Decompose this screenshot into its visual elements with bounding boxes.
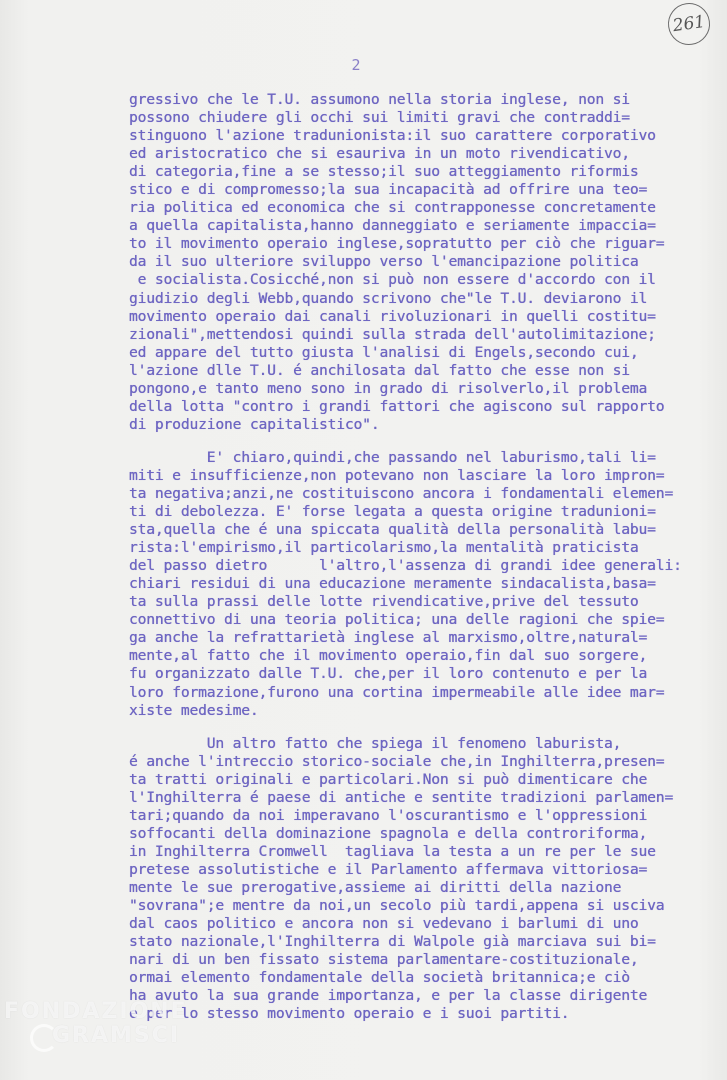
text-line: ormai elemento fondamentale della società britannica;e ciò (129, 969, 630, 987)
text-line: "sovrana";e mentre da noi,un secolo più tardi,appena si usciva (129, 897, 665, 915)
text-line: in Inghilterra Cromwell tagliava la testa a un re per le sue (129, 842, 656, 860)
archive-page-stamp: 261 (665, 0, 712, 47)
text-line: e socialista.Cosicché,non si può non essere d'accordo con il (129, 271, 656, 289)
text-line: loro formazione,furono una cortina impermeabile alle idee mar= (129, 683, 665, 701)
text-line: di categoria,fine a se stesso;il suo atteggiamento riformis (129, 163, 639, 181)
archive-watermark (4, 1000, 188, 1048)
paragraph-gap (129, 434, 719, 449)
text-line: ria politica ed economica che si contrapponesse concretamente (129, 199, 656, 217)
text-line: miti e insufficienze,non potevano non lasciare la loro impron= (129, 466, 665, 484)
text-line: é anche l'intreccio storico-sociale che,in Inghilterra,presen= (129, 752, 665, 770)
paragraph (129, 449, 719, 720)
text-line: stato nazionale,l'Inghilterra di Walpole già marciava sui bi= (129, 933, 656, 951)
text-line: giudizio degli Webb,quando scrivono che"le T.U. deviarono il (129, 289, 648, 307)
text-line: tari;quando da noi imperavano l'oscurantismo e l'oppressioni (129, 806, 648, 824)
text-line: connettivo di una teoria politica; una delle ragioni che spie= (129, 611, 665, 629)
text-line: nari di un ben fissato sistema parlamentare-costituzionale, (129, 951, 639, 969)
text-line: ta sulla prassi delle lotte rivendicative,prive del tessuto (129, 593, 639, 611)
text-line: fu organizzato dalle T.U. che,per il loro contenuto e per la (129, 665, 648, 683)
watermark-line-1: FONDAZIONE (4, 999, 188, 1024)
text-line: del passo dietro l'altro,l'assenza di grandi idee generali: (129, 557, 682, 575)
text-line: zionali",mettendosi quindi sulla strada dell'autolimitazione; (129, 325, 656, 343)
text-line: Un altro fatto che spiega il fenomeno laburista, (129, 734, 622, 752)
text-line: ed appare del tutto giusta l'analisi di Engels,secondo cui, (129, 343, 639, 361)
text-line: ha avuto la sua grande importanza, e per la classe dirigente (129, 987, 648, 1005)
text-line: mente,al fatto che il movimento operaio,fin dal suo sorgere, (129, 647, 648, 665)
text-line: ta tratti originali e particolari.Non si può dimenticare che (129, 770, 648, 788)
text-line: to il movimento operaio inglese,sopratutto per ciò che riguar= (129, 235, 665, 253)
paragraph (129, 735, 719, 1024)
text-line: ti di debolezza. E' forse legata a questa origine tradunioni= (129, 503, 656, 521)
text-line: dal caos politico e ancora non si vedevano i barlumi di uno (129, 915, 639, 933)
page-number: 2 (351, 56, 361, 74)
text-line: soffocanti della dominazione spagnola e della controriforma, (129, 824, 648, 842)
text-line: gressivo che le T.U. assumono nella storia inglese, non si (129, 91, 630, 108)
text-line: a quella capitalista,hanno danneggiato e seriamente impaccia= (129, 217, 656, 235)
text-line: ga anche la refrattarietà inglese al marxismo,oltre,natural= (129, 629, 648, 647)
text-line: chiari residui di una educazione meramente sindacalista,basa= (129, 575, 656, 593)
text-line: da il suo ulteriore sviluppo verso l'emancipazione politica (129, 253, 639, 271)
text-line: sta,quella che é una spiccata qualità della personalità labu= (129, 521, 656, 539)
text-line: ta negativa;anzi,ne costituiscono ancora i fondamentali elemen= (129, 484, 674, 502)
text-line: stinguono l'azione tradunionista:il suo carattere corporativo (129, 127, 656, 145)
text-line: pongono,e tanto meno sono in grado di risolverlo,il problema (129, 379, 648, 397)
text-line: di produzione capitalistico". (129, 415, 380, 433)
text-line: possono chiudere gli occhi sui limiti gravi che contraddi= (129, 109, 630, 127)
text-line: della lotta "contro i grandi fattori che agiscono sul rapporto (129, 397, 665, 415)
text-line: pretese assolutistiche e il Parlamento affermava vittoriosa= (129, 860, 648, 878)
paragraph (129, 91, 719, 434)
text-line: mente le sue prerogative,assieme ai diritti della nazione (129, 878, 622, 896)
text-line: E' chiaro,quindi,che passando nel laburismo,tali li= (129, 448, 656, 466)
text-line: l'Inghilterra é paese di antiche e sentite tradizioni parlamen= (129, 788, 674, 806)
text-line: stico e di compromesso;la sua incapacità ad offrire una teo= (129, 181, 648, 199)
watermark-line-2: GRAMSCI (52, 1023, 181, 1048)
text-line: movimento operaio dai canali rivoluzionari in quelli costitu= (129, 307, 656, 325)
gramsci-logo-icon (30, 1024, 58, 1052)
text-line: e per lo stesso movimento operaio e i suoi partiti. (129, 1005, 570, 1023)
text-line: ed aristocratico che si esauriva in un moto rivendicativo, (129, 145, 630, 163)
text-line: l'azione dlle T.U. é anchilosata dal fatto che esse non si (129, 361, 630, 379)
text-line: rista:l'empirismo,il particolarismo,la mentalità praticista (129, 539, 639, 557)
text-line: xiste medesime. (129, 701, 259, 719)
paragraph-gap (129, 720, 719, 735)
typewritten-body (129, 91, 719, 1023)
